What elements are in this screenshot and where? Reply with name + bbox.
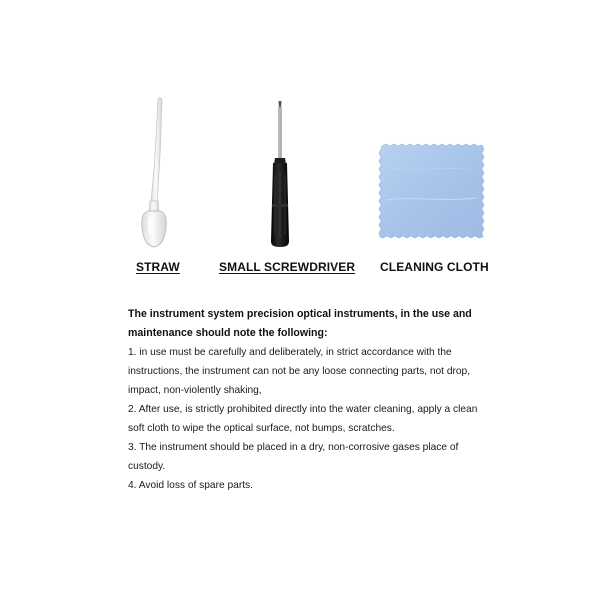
pipette-icon	[130, 95, 180, 255]
cleaning-cloth-item	[372, 138, 490, 246]
notes-item-3: 3. The instrument should be placed in a dry, non-corrosive gases place of custody.	[128, 442, 459, 472]
notes-item-4: 4. Avoid loss of spare parts.	[128, 480, 253, 491]
notes-item-1: 1. in use must be carefully and deliberately, in strict accordance with the instructions, the instrument can not be any loose connecting parts, not drop, impact, non-violently shaking,	[128, 347, 471, 396]
cleaning-cloth-label: CLEANING CLOTH	[380, 260, 489, 274]
straw-item	[130, 95, 180, 255]
notes-item-2: 2. After use, is strictly prohibited directly into the water cleaning, apply a clean soft cloth to wipe the optical surface, not bumps, scratches.	[128, 404, 478, 434]
cleaning-cloth-icon	[372, 138, 490, 246]
notes-heading: The instrument system precision optical instruments, in the use and maintenance should note the following:	[128, 308, 472, 339]
screwdriver-label: SMALL SCREWDRIVER	[219, 260, 356, 274]
maintenance-notes	[128, 305, 488, 495]
screwdriver-icon	[262, 100, 298, 250]
screwdriver-item	[262, 100, 298, 250]
straw-label: STRAW	[136, 260, 180, 274]
